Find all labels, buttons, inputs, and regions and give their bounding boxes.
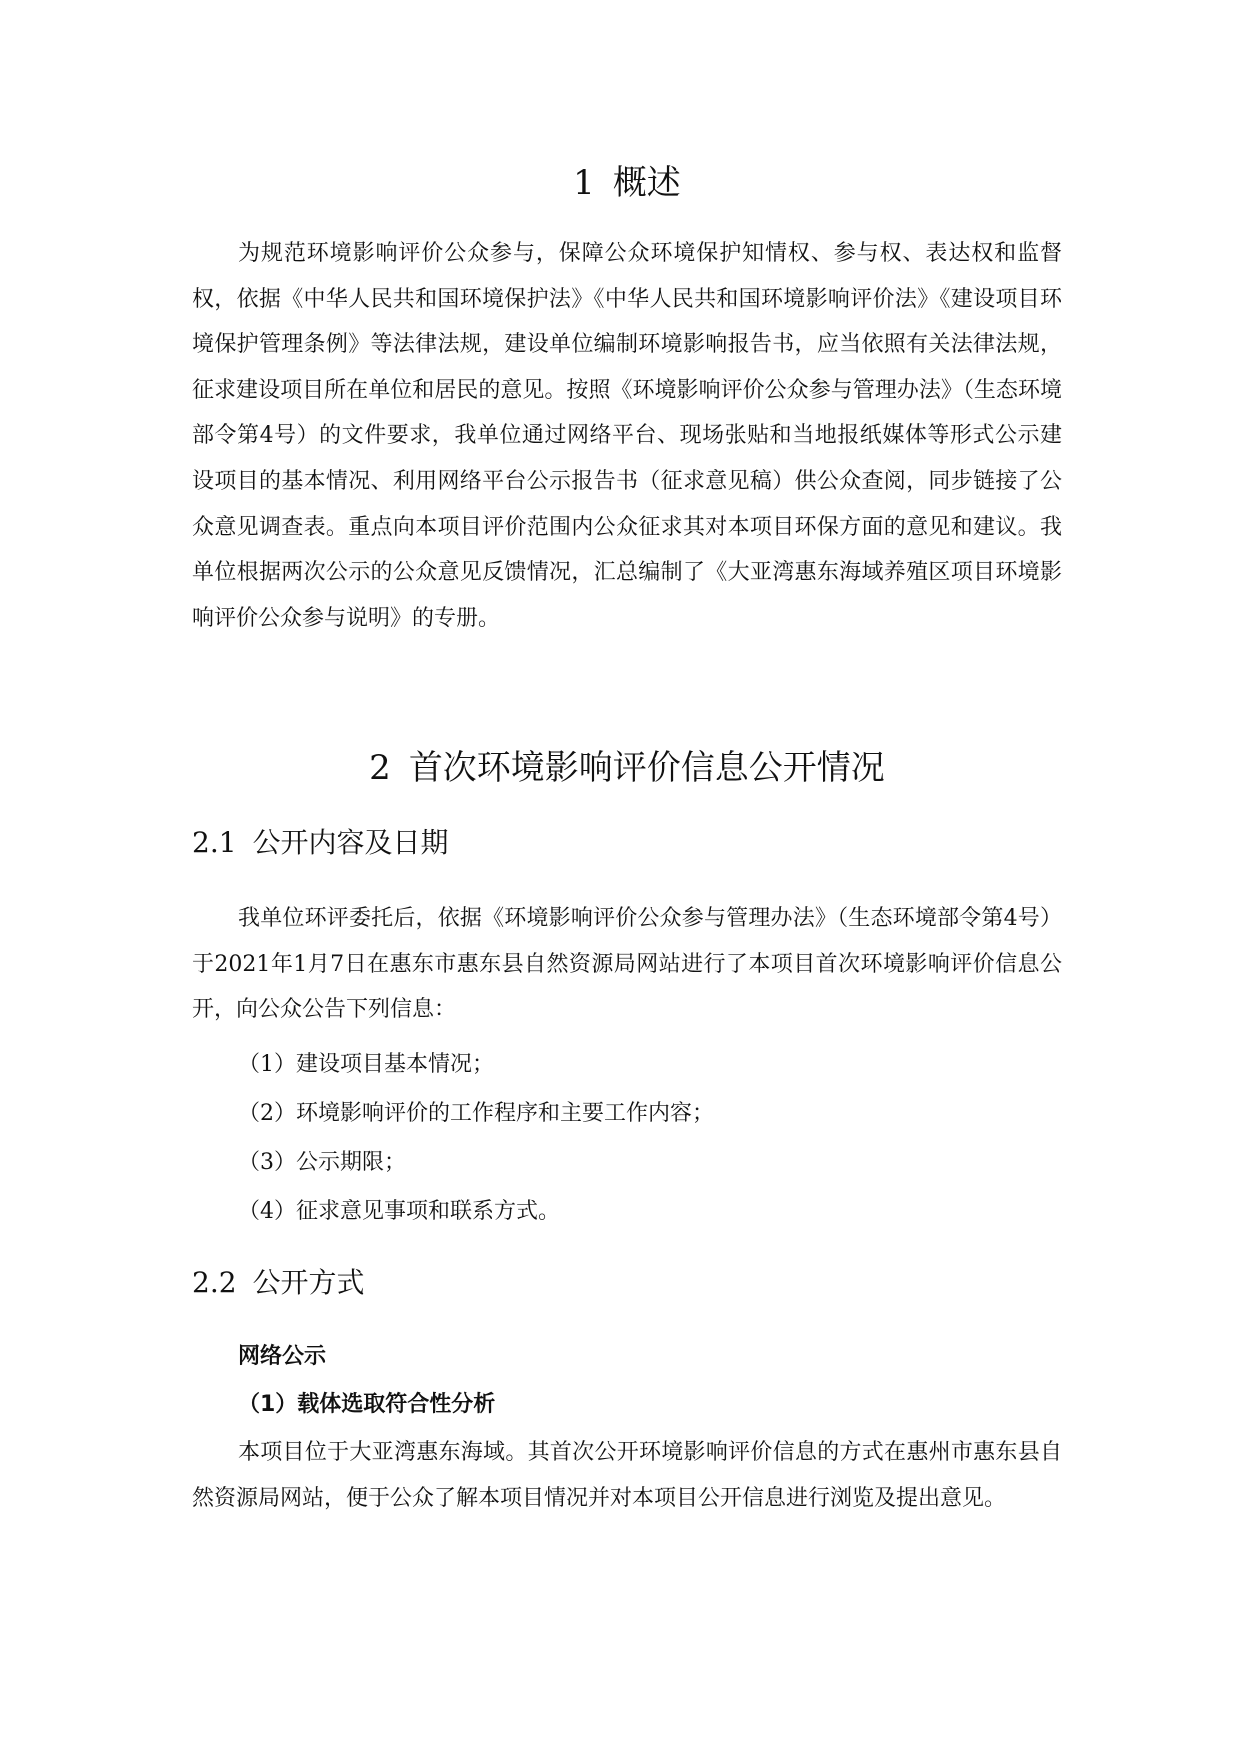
list-item: （4）征求意见事项和联系方式。 [238,1199,560,1224]
section-2-1-paragraph: 我单位环评委托后，依据《环境影响评价公众参与管理办法》（生态环境部令第4号）于2021年1月7日在惠东市惠东县自然资源局网站进行了本项目首次环境影响评价信息公开，向公众公告下列信息： [192,906,1062,1023]
list-item: （2）环境影响评价的工作程序和主要工作内容； [238,1101,714,1126]
section-2-1-heading [192,826,449,860]
section-1-paragraph: 为规范环境影响评价公众参与，保障公众环境保护知情权、参与权、表达权和监督权，依据《中华人民共和国环境保护法》《中华人民共和国环境影响评价法》《建设项目环境保护管理条例》等法律法规，建设单位编制环境影响报告书，应当依照有关法律法规，征求建设项目所在单位和居民的意见。按照《环境影响评价公众参与管理办法》（生态环境部令第4号）的文件要求，我单位通过网络平台、现场张贴和当地报纸媒体等形式公示建设项目的基本情况、利用网络平台公示报告书（征求意见稿）供公众查阅，同步链接了公众意见调查表。重点向本项目评价范围内公众征求其对本项目环保方面的意见和建议。我单位根据两次公示的公众意见反馈情况，汇总编制了《大亚湾惠东海域养殖区项目环境影响评价公众参与说明》的专册。 [192,241,1062,631]
section-2-2-paragraph: 本项目位于大亚湾惠东海域。其首次公开环境影响评价信息的方式在惠州市惠东县自然资源局网站，便于公众了解本项目情况并对本项目公开信息进行浏览及提出意见。 [192,1440,1062,1511]
section-2-heading [192,748,1062,788]
section-2-number: 2 [369,748,391,788]
section-1-number: 1 [573,163,595,203]
list-item: （1）建设项目基本情况； [238,1052,494,1077]
section-2-1-number: 2.1 [192,826,237,859]
section-1-title: 概述 [612,163,681,203]
network-publicity-label: 网络公示 [238,1344,327,1369]
section-2-1-title: 公开内容及日期 [252,826,449,859]
section-2-2-number: 2.2 [192,1266,237,1299]
section-2-title: 首次环境影响评价信息公开情况 [408,748,885,788]
document-page [192,0,1062,1754]
section-2-2-title: 公开方式 [252,1266,365,1299]
carrier-analysis-label: （1）载体选取符合性分析 [238,1392,496,1417]
section-1-heading [192,163,1062,203]
section-2-2-heading [192,1266,365,1300]
list-item: （3）公示期限； [238,1150,406,1175]
